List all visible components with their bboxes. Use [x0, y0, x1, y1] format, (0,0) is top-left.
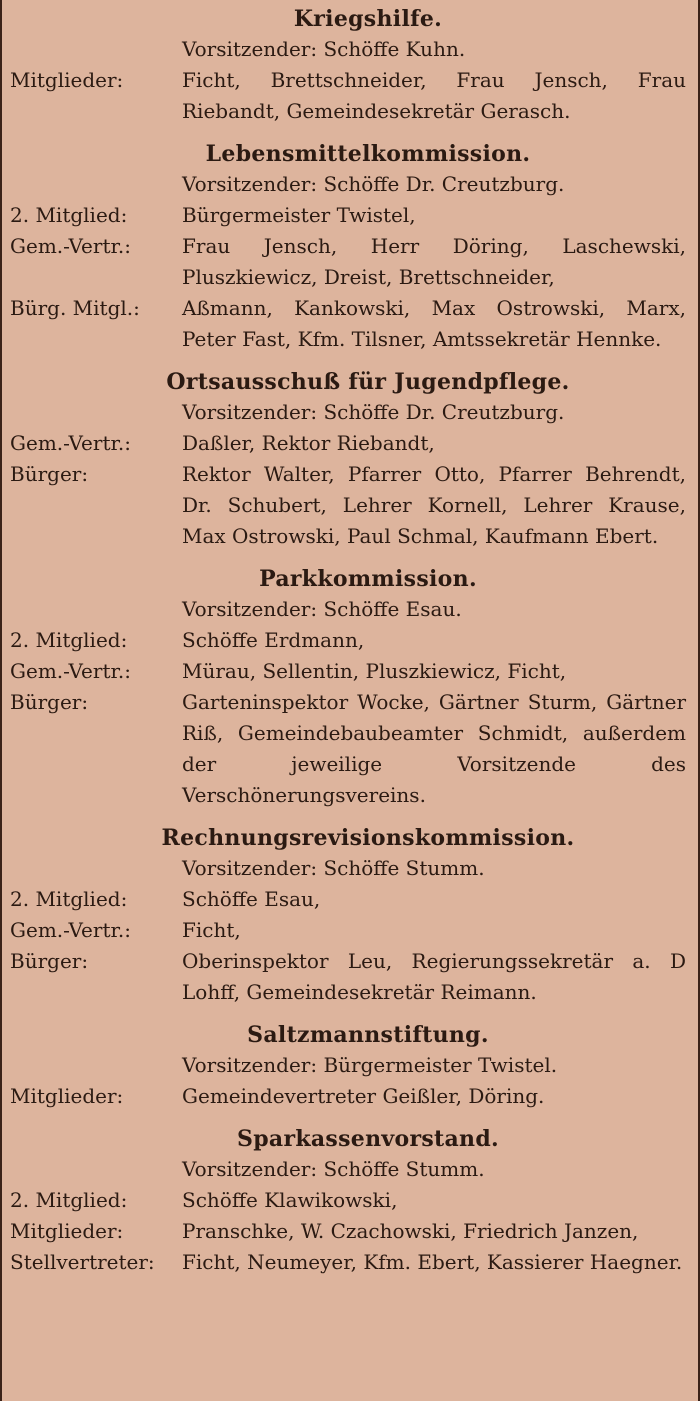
section-parkkommission [10, 564, 690, 811]
entry-label: Bürg. Mitgl.: [10, 296, 140, 320]
section-title: Rechnungsrevisionskommission. [161, 825, 575, 851]
entry-label: Gem.-Vertr.: [10, 918, 131, 942]
entry-value: Aßmann, Kankowski, Max Ostrowski, Marx, Peter Fast, Kfm. Tilsner, Amtssekretär Hennke. [182, 296, 686, 351]
entry-label: 2. Mitglied: [10, 628, 128, 652]
entry-value: Gemeindevertreter Geißler, Döring. [182, 1084, 545, 1108]
section-ortsausschuss-jugendpflege [10, 367, 690, 552]
member-entry [10, 656, 690, 687]
entry-value: Oberinspektor Leu, Regierungssekretär a. D Lohff, Gemeindesekretär Reimann. [182, 949, 686, 1004]
chair-line: Vorsitzender: Schöffe Kuhn. [182, 37, 466, 61]
section-title: Sparkassenvorstand. [237, 1126, 499, 1152]
entry-label: Mitglieder: [10, 1219, 124, 1243]
entry-label: Gem.-Vertr.: [10, 659, 131, 683]
member-entry [10, 946, 690, 1008]
member-entry [10, 1216, 690, 1247]
chair-line: Vorsitzender: Bürgermeister Twistel. [182, 1053, 558, 1077]
section-saltzmannstiftung [10, 1020, 690, 1112]
chair-line: Vorsitzender: Schöffe Stumm. [182, 856, 485, 880]
entry-value: Ficht, Brettschneider, Frau Jensch, Frau Riebandt, Gemeindesekretär Gerasch. [182, 68, 686, 123]
member-entry [10, 884, 690, 915]
section-title: Kriegshilfe. [293, 6, 443, 32]
member-entry [10, 1185, 690, 1216]
entry-value: Ficht, Neumeyer, Kfm. Ebert, Kassierer Haegner. [182, 1250, 683, 1274]
entry-value: Garteninspektor Wocke, Gärtner Sturm, Gärtner Riß, Gemeindebaubeamter Schmidt, außerdem der jeweilige Vorsitzende des Verschönerungsvereins. [182, 690, 686, 807]
member-entry [10, 1081, 690, 1112]
member-entry [10, 625, 690, 656]
entry-label: Gem.-Vertr.: [10, 234, 131, 258]
entry-label: Bürger: [10, 462, 89, 486]
entry-value: Schöffe Erdmann, [182, 628, 365, 652]
entry-label: 2. Mitglied: [10, 887, 128, 911]
entry-label: Stellvertreter: [10, 1250, 155, 1274]
section-title: Parkkommission. [259, 566, 477, 592]
section-sparkassenvorstand [10, 1124, 690, 1278]
member-entry [10, 428, 690, 459]
entry-value: Pranschke, W. Czachowski, Friedrich Janzen, [182, 1219, 639, 1243]
section-title: Ortsausschuß für Jugendpflege. [166, 369, 570, 395]
chair-line: Vorsitzender: Schöffe Dr. Creutzburg. [182, 172, 565, 196]
section-title: Lebensmittelkommission. [205, 141, 531, 167]
entry-value: Bürgermeister Twistel, [182, 203, 416, 227]
entry-value: Schöffe Esau, [182, 887, 321, 911]
entry-value: Ficht, [182, 918, 241, 942]
member-entry [10, 200, 690, 231]
section-lebensmittelkommission [10, 139, 690, 355]
member-entry [10, 231, 690, 293]
entry-label: 2. Mitglied: [10, 203, 128, 227]
entry-label: Gem.-Vertr.: [10, 431, 131, 455]
member-entry [10, 459, 690, 552]
member-entry [10, 293, 690, 355]
chair-line: Vorsitzender: Schöffe Esau. [182, 597, 462, 621]
entry-value: Schöffe Klawikowski, [182, 1188, 398, 1212]
member-entry [10, 1247, 690, 1278]
entry-label: Mitglieder: [10, 1084, 124, 1108]
entry-label: Mitglieder: [10, 68, 124, 92]
chair-line: Vorsitzender: Schöffe Dr. Creutzburg. [182, 400, 565, 424]
entry-label: Bürger: [10, 690, 89, 714]
entry-value: Mürau, Sellentin, Pluszkiewicz, Ficht, [182, 659, 567, 683]
member-entry [10, 915, 690, 946]
chair-line: Vorsitzender: Schöffe Stumm. [182, 1157, 485, 1181]
member-entry [10, 687, 690, 811]
left-column-rule [0, 0, 2, 1401]
section-title: Saltzmannstiftung. [247, 1022, 489, 1048]
committee-list [10, 4, 690, 1278]
member-entry [10, 65, 690, 127]
entry-label: 2. Mitglied: [10, 1188, 128, 1212]
entry-value: Rektor Walter, Pfarrer Otto, Pfarrer Behrendt, Dr. Schubert, Lehrer Kornell, Lehrer Krause, Max Ostrowski, Paul Schmal, Kaufmann Ebert. [182, 462, 686, 548]
entry-label: Bürger: [10, 949, 89, 973]
section-rechnungsrevisionskommission [10, 823, 690, 1008]
entry-value: Daßler, Rektor Riebandt, [182, 431, 435, 455]
section-kriegshilfe [10, 4, 690, 127]
entry-value: Frau Jensch, Herr Döring, Laschewski, Pluszkiewicz, Dreist, Brettschneider, [182, 234, 686, 289]
